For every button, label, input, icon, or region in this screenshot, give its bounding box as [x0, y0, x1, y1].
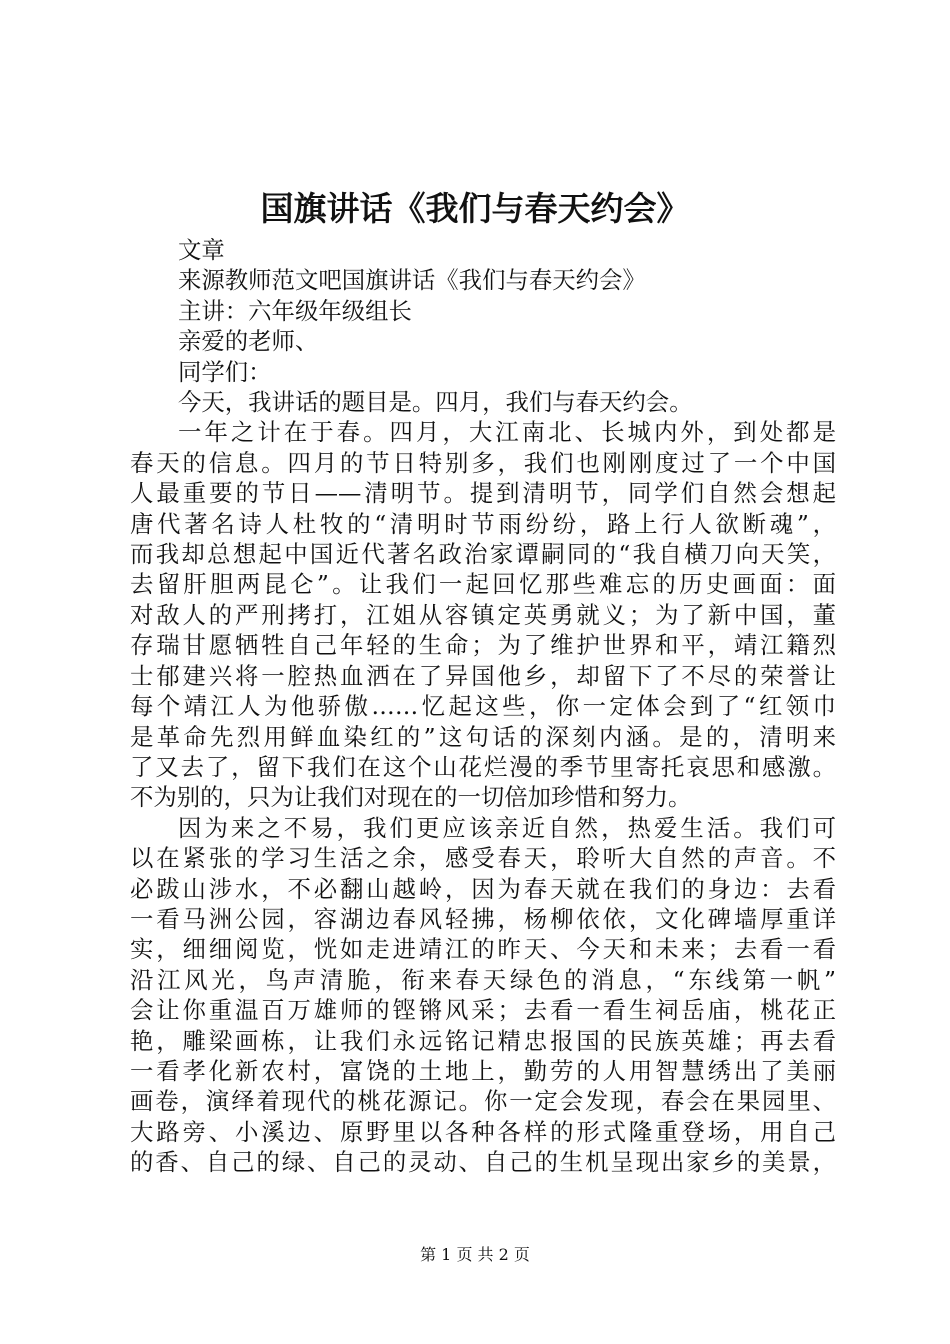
text-line: 亲爱的老师、: [178, 327, 319, 356]
document-title: 国旗讲话《我们与春天约会》: [260, 189, 690, 228]
text-line: 一看马洲公园，容湖边春风轻拂，杨柳依依，文化碑墙厚重详: [130, 904, 836, 933]
text-line: 画卷，演绎着现代的桃花源记。你一定会发现，春会在果园里、: [130, 1087, 836, 1116]
text-line: 士郁建兴将一腔热血洒在了异国他乡，却留下了不尽的荣誉让: [130, 661, 836, 690]
text-line: 人最重要的节日——清明节。提到清明节，同学们自然会想起: [130, 479, 836, 508]
paragraph-1: [130, 417, 836, 812]
text-line: 春天的信息。四月的节日特别多，我们也刚刚度过了一个中国: [130, 448, 836, 477]
text-line: 对敌人的严刑拷打，江姐从容镇定英勇就义；为了新中国，董: [130, 600, 836, 629]
text-line: 必跋山涉水，不必翻山越岭，因为春天就在我们的身边：去看: [130, 874, 836, 903]
text-line: 大路旁、小溪边、原野里以各种各样的形式隆重登场，用自己: [130, 1117, 836, 1146]
text-line: 实，细细阅览，恍如走进靖江的昨天、今天和未来；去看一看: [130, 935, 836, 964]
text-line: 艳，雕梁画栋，让我们永远铭记精忠报国的民族英雄；再去看: [130, 1026, 836, 1055]
text-line: 去留肝胆两昆仑”。让我们一起回忆那些难忘的历史画面：面: [130, 570, 836, 599]
text-line: 主讲：六年级年级组长: [178, 296, 412, 325]
document-body: [130, 235, 836, 1178]
text-line: 来源教师范文吧国旗讲话《我们与春天约会》: [178, 266, 646, 295]
text-line: 因为来之不易，我们更应该亲近自然，热爱生活。我们可: [178, 813, 836, 842]
text-line: 一看孝化新农村，富饶的土地上，勤劳的人用智慧绣出了美丽: [130, 1056, 836, 1085]
text-line: 存瑞甘愿牺牲自己年轻的生命；为了维护世界和平，靖江籍烈: [130, 631, 836, 660]
text-line: 每个靖江人为他骄傲……忆起这些，你一定体会到了“红领巾: [130, 692, 836, 721]
text-line: 以在紧张的学习生活之余，感受春天，聆听大自然的声音。不: [130, 844, 836, 873]
text-line: 唐代著名诗人杜牧的“清明时节雨纷纷，路上行人欲断魂”，: [130, 509, 836, 538]
text-line: 而我却总想起中国近代著名政治家谭嗣同的“我自横刀向天笑，: [130, 540, 836, 569]
text-line: 沿江风光，鸟声清脆，衔来春天绿色的消息，“东线第一帆”: [130, 965, 836, 994]
text-line: 文章: [178, 236, 225, 264]
text-line: 了又去了，留下我们在这个山花烂漫的季节里寄托哀思和感激。: [130, 752, 836, 781]
text-line: 一年之计在于春。四月，大江南北、长城内外，到处都是: [178, 418, 836, 447]
text-line: 同学们：: [178, 357, 272, 386]
text-line: 今天，我讲话的题目是。四月，我们与春天约会。: [178, 388, 693, 417]
paragraph-2: [130, 813, 836, 1178]
text-line: 不为别的，只为让我们对现在的一切倍加珍惜和努力。: [130, 783, 692, 812]
text-line: 的香、自己的绿、自己的灵动、自己的生机呈现出家乡的美景，: [130, 1148, 836, 1177]
text-line: 会让你重温百万雄师的铿锵风采；去看一看生祠岳庙，桃花正: [130, 996, 836, 1025]
text-line: 是革命先烈用鲜血染红的”这句话的深刻内涵。是的，清明来: [130, 722, 836, 751]
page-footer: 第 1 页 共 2 页: [420, 1245, 530, 1264]
